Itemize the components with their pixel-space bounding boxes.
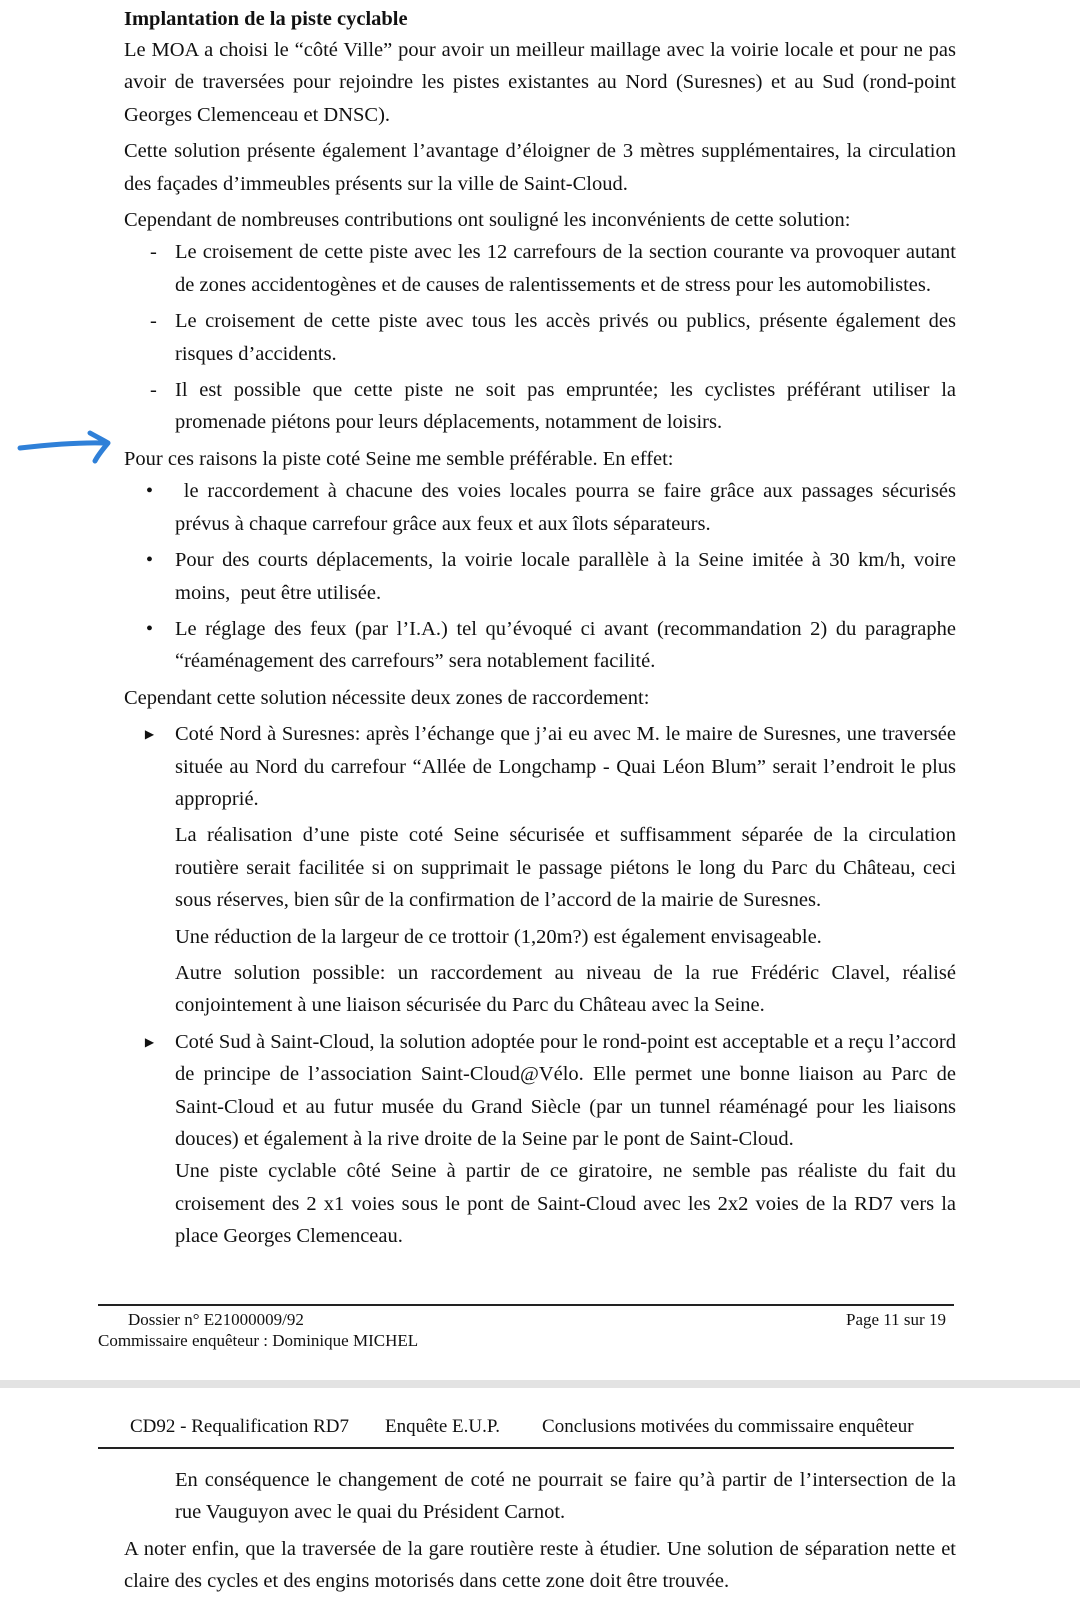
list-item [124, 475, 962, 540]
connection-zones-list-south [124, 1026, 956, 1156]
page-header [98, 1414, 954, 1440]
triangle-marker-icon: ▶ [144, 727, 155, 742]
bullet-marker: • [145, 480, 154, 503]
triangle-marker-icon: ▶ [144, 1034, 155, 1049]
list-item-south [124, 1026, 956, 1156]
list-item-text: Coté Sud à Saint-Cloud, la solution adoptée pour le rond-point est acceptable et a reçu l’accord de principe de l’association Saint-Cloud@Vélo. Elle permet une bonne liaison au Parc de Saint-Cloud et au futur musée du Grand Siècle (par un tunnel réaménagé pour les liaisons douces) et également à la rive droite de la Seine par le pont de Saint-Cloud. [175, 1030, 956, 1150]
list-item [124, 544, 962, 609]
drawbacks-list [124, 236, 956, 438]
header-conclusions: Conclusions motivées du commissaire enquêteur [542, 1416, 914, 1437]
page-content [124, 4, 967, 1257]
list-item-north [124, 718, 956, 815]
dash-marker: - [150, 241, 157, 264]
dash-marker: - [150, 310, 157, 333]
paragraph-south-detail-continued: En conséquence le changement de coté ne pourrait se faire qu’à partir de l’intersection de la rue Vauguyon avec le quai du Président Carnot. [175, 1469, 956, 1524]
list-item-text: Il est possible que cette piste ne soit pas empruntée; les cyclistes préférant utiliser la promenade piétons pour leurs déplacements, notamment de loisirs. [175, 379, 956, 434]
dash-marker: - [150, 379, 157, 402]
paragraph-drawbacks-intro: Cependant de nombreuses contributions ont souligné les inconvénients de cette solution: [124, 209, 851, 232]
paragraph-advantage: Cette solution présente également l’avantage d’éloigner de 3 mètres supplémentaires, la circulation des façades d’immeubles présents sur la ville de Saint-Cloud. [124, 140, 956, 195]
footer-dossier: Dossier n° E21000009/92 [128, 1310, 304, 1329]
footer-page-number: Page 11 sur 19 [846, 1310, 946, 1329]
paragraph-moa-choice: Le MOA a choisi le “côté Ville” pour avoir un meilleur maillage avec la voirie locale et pour ne pas avoir de traversées pour rejoindre les pistes existantes au Nord (Suresnes) et au Sud (rond-point Georges Clemenceau et DNSC). [124, 39, 956, 126]
footer-commissaire: Commissaire enquêteur : Dominique MICHEL [98, 1331, 419, 1350]
list-item [124, 613, 967, 678]
header-project: CD92 - Requalification RD7 [130, 1416, 349, 1437]
advantages-list [124, 475, 967, 677]
bullet-marker: • [145, 617, 154, 640]
paragraph-final-note: A noter enfin, que la traversée de la gare routière reste à étudier. Une solution de séparation nette et claire des cycles et des engins motorisés dans cette zone doit être trouvée. [124, 1537, 956, 1593]
page-separator [0, 1380, 1080, 1388]
header-rule [98, 1447, 954, 1449]
paragraph-connection-zones: Cependant cette solution nécessite deux zones de raccordement: [124, 686, 650, 709]
list-item-text: Le réglage des feux (par l’I.A.) tel qu’évoqué ci avant (recommandation 2) du paragraphe “réaménagement des carrefours” sera notablement facilité. [175, 617, 967, 673]
connection-zones-list [124, 718, 956, 815]
list-item [124, 236, 956, 301]
page-content-2 [124, 1464, 956, 1602]
hand-drawn-arrow-icon [16, 430, 116, 470]
paragraph-north-detail-1: La réalisation d’une piste coté Seine sécurisée et suffisamment séparée de la circulation routière serait facilitée si on supprimait le passage piétons le long du Parc du Château, ceci sous réserves, bien sûr de la confirmation de l’accord de la mairie de Suresnes. [175, 824, 956, 912]
paragraph-seine-preferable: Pour ces raisons la piste coté Seine me semble préférable. En effet: [124, 447, 674, 470]
paragraph-north-detail-2: Une réduction de la largeur de ce trottoir (1,20m?) est également envisageable. [175, 925, 822, 948]
list-item-text: Coté Nord à Suresnes: après l’échange que j’ai eu avec M. le maire de Suresnes, une traversée située au Nord du carrefour “Allée de Longchamp - Quai Léon Blum” serait l’endroit le plus approprié. [175, 723, 956, 810]
section-heading: Implantation de la piste cyclable [124, 8, 408, 30]
list-item-text: Le croisement de cette piste avec les 12 carrefours de la section courante va provoquer autant de zones accidentogènes et de causes de ralentissements et de stress pour les automobilistes. [175, 241, 956, 296]
paragraph-north-detail-3: Autre solution possible: un raccordement au niveau de la rue Frédéric Clavel, réalisé conjointement à une liaison sécurisée du Parc du Château avec la Seine. [175, 961, 956, 1017]
bullet-marker: • [145, 549, 154, 572]
list-item-text: Le croisement de cette piste avec tous les accès privés ou publics, présente également des risques d’accidents. [175, 310, 956, 365]
header-enquete: Enquête E.U.P. [385, 1416, 501, 1437]
paragraph-south-detail-1: Une piste cyclable côté Seine à partir de ce giratoire, ne semble pas réaliste du fait du croisement des 2 x1 voies sous le pont de Saint-Cloud avec les 2x2 voies de la RD7 vers la place Georges Clemenceau. [175, 1160, 956, 1248]
list-item [124, 374, 956, 439]
footer-rule [98, 1304, 954, 1306]
list-item-text: Pour des courts déplacements, la voirie locale parallèle à la Seine imitée à 30 km/h, voire moins, peut être utilisée. [175, 549, 962, 604]
list-item-text: le raccordement à chacune des voies locales pourra se faire grâce aux passages sécurisés prévus à chaque carrefour grâce aux feux et aux îlots séparateurs. [175, 480, 962, 535]
list-item [124, 305, 956, 370]
